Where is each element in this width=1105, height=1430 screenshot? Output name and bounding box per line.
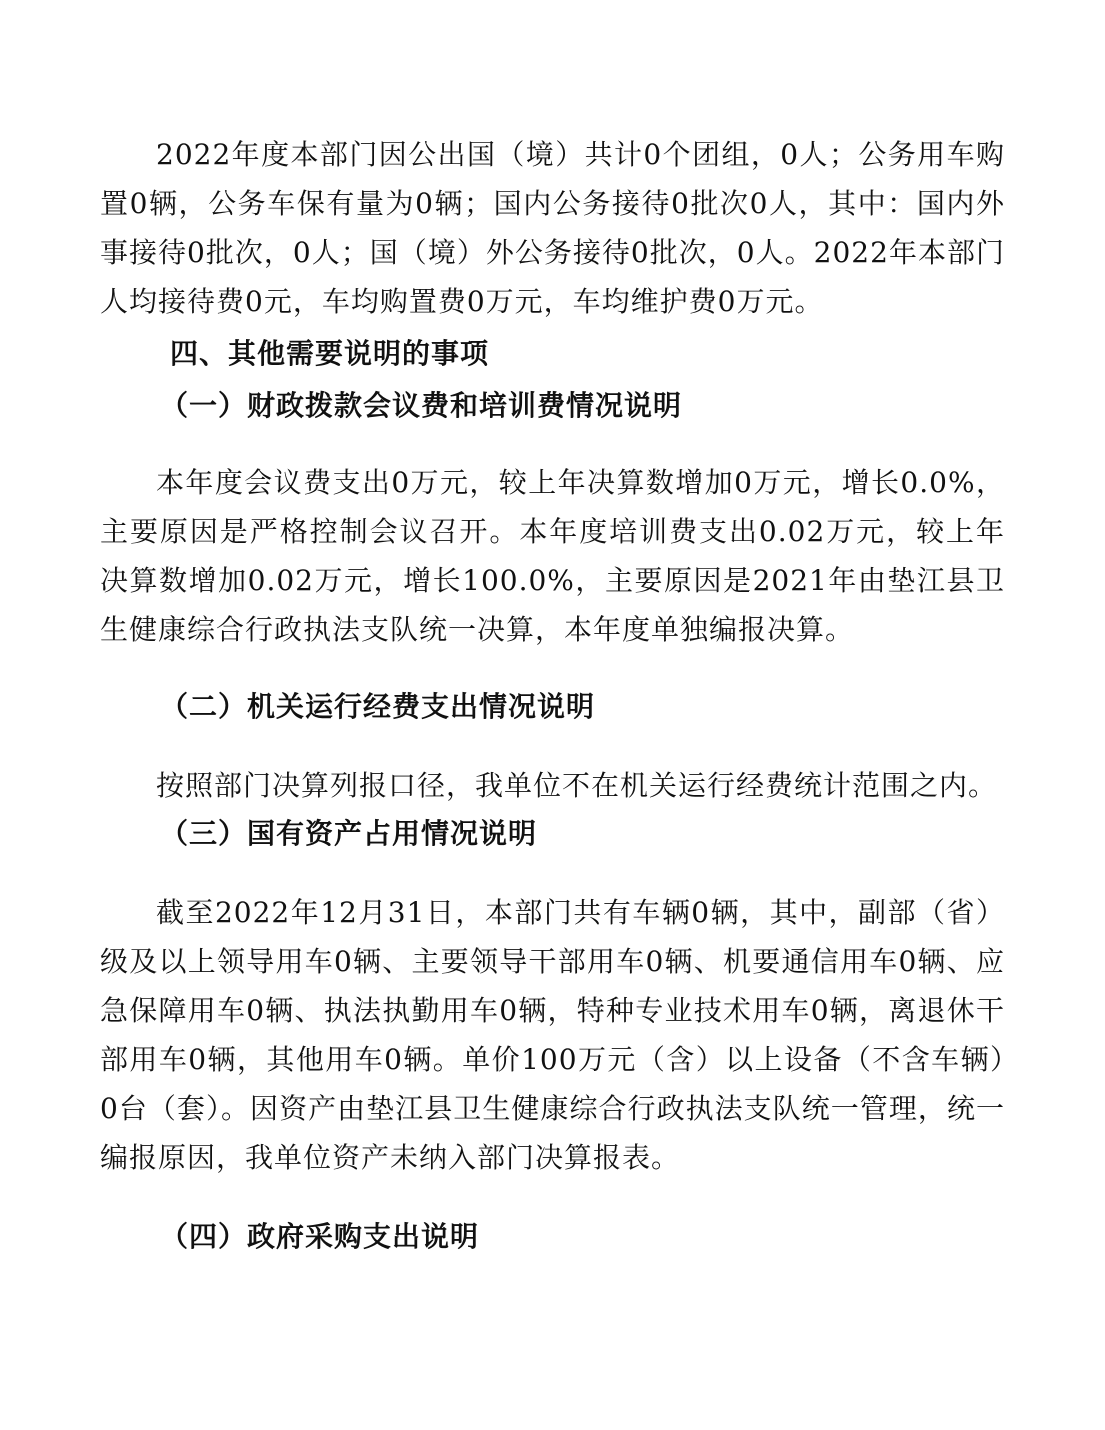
paragraph-official-travel-reception: 2022年度本部门因公出国（境）共计0个团组，0人；公务用车购置0辆，公务车保有量为0辆；国内公务接待0批次0人，其中：国内外事接待0批次，0人；国（境）外公务接待0批次，0人。2022年本部门人均接待费0元，车均购置费0万元，车均维护费0万元。 — [100, 138, 1005, 318]
paragraph-operating-expenses: 按照部门决算列报口径，我单位不在机关运行经费统计范围之内。 — [156, 769, 998, 802]
subsection-1-heading: （一）财政拨款会议费和培训费情况说明 — [160, 389, 683, 422]
subsection-4-heading: （四）政府采购支出说明 — [160, 1220, 480, 1253]
section-4-heading: 四、其他需要说明的事项 — [170, 337, 490, 370]
paragraph-state-assets: 截至2022年12月31日，本部门共有车辆0辆，其中，副部（省）级及以上领导用车0辆、主要领导干部用车0辆、机要通信用车0辆、应急保障用车0辆、执法执勤用车0辆，特种专业技术用车0辆，离退休干部用车0辆，其他用车0辆。单价100万元（含）以上设备（不含车辆）0台（套）。因资产由垫江县卫生健康综合行政执法支队统一管理，统一编报原因，我单位资产未纳入部门决算报表。 — [100, 896, 1005, 1174]
paragraph-meeting-training-fees: 本年度会议费支出0万元，较上年决算数增加0万元，增长0.0%，主要原因是严格控制会议召开。本年度培训费支出0.02万元，较上年决算数增加0.02万元，增长100.0%，主要原因是2021年由垫江县卫生健康综合行政执法支队统一决算，本年度单独编报决算。 — [100, 466, 1005, 646]
subsection-3-heading: （三）国有资产占用情况说明 — [160, 817, 538, 850]
subsection-2-heading: （二）机关运行经费支出情况说明 — [160, 690, 596, 723]
